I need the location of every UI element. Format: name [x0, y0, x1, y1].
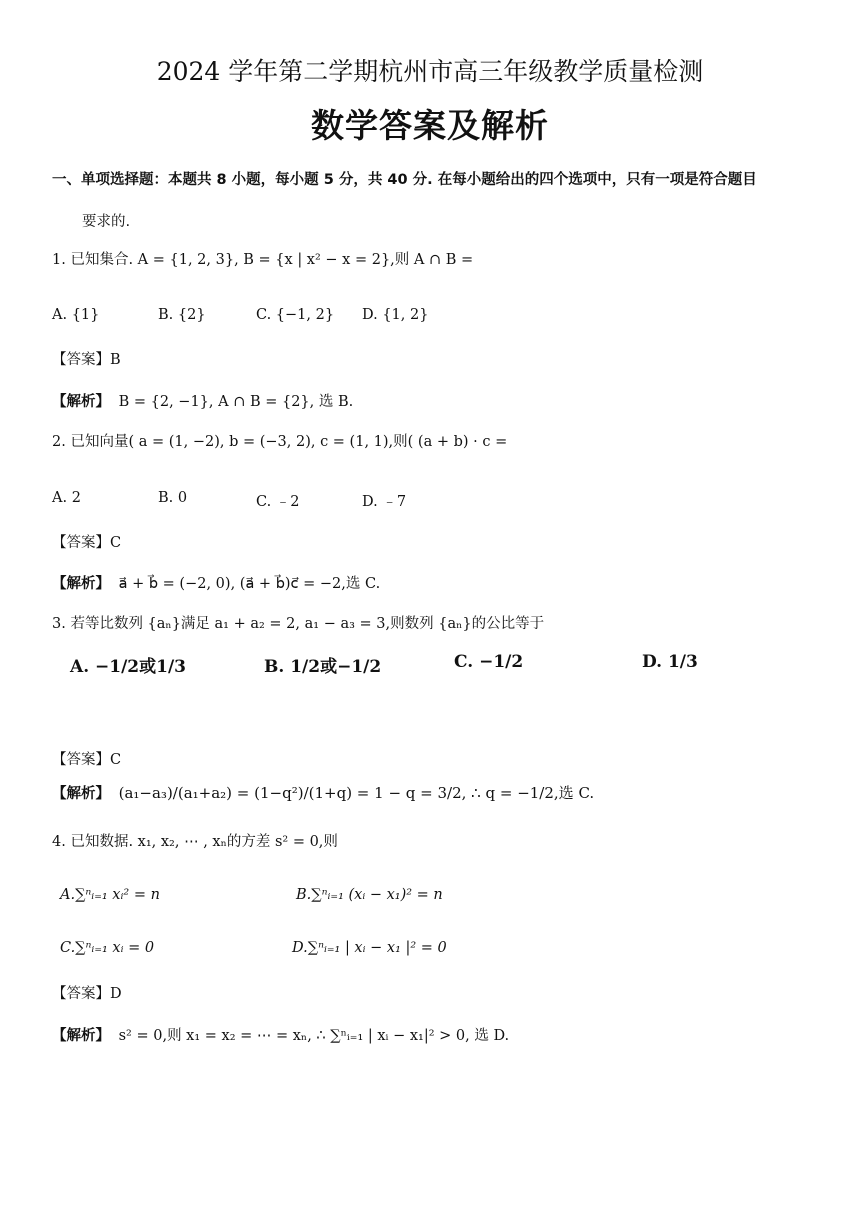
q2-option-a: A. 2	[52, 490, 81, 506]
q4-option-a: A.∑ⁿᵢ₌₁ xᵢ² = n	[60, 887, 160, 903]
document-subtitle: 数学答案及解析	[311, 106, 549, 145]
q2-analysis	[52, 572, 380, 593]
q1-analysis	[52, 390, 353, 411]
q2-stem: 2. 已知向量( a = (1, −2), b = (−3, 2), c = (1, 1),则( (a + b) · c =	[52, 434, 508, 450]
q4-answer: 【答案】D	[52, 986, 122, 1002]
q2-answer: 【答案】C	[52, 535, 122, 551]
q3-option-d: D. 1/3	[642, 652, 698, 672]
q4-analysis-text: s² = 0,则 x₁ = x₂ = ⋯ = xₙ, ∴ ∑ⁿᵢ₌₁ | xᵢ − x₁|² > 0, 选 D.	[118, 1028, 510, 1044]
q1-stem: 1. 已知集合. A = {1, 2, 3}, B = {x | x² − x = 2},则 A ∩ B =	[52, 252, 474, 268]
section-heading: 一、单项选择题：本题共 8 小题，每小题 5 分，共 40 分. 在每小题给出的四个选项中，只有一项是符合题目	[52, 172, 757, 188]
q1-analysis-text: B = {2, −1}, A ∩ B = {2}, 选 B.	[118, 394, 354, 410]
q1-option-a: A. {1}	[52, 307, 100, 323]
q3-answer: 【答案】C	[52, 752, 122, 768]
q1-option-b: B. {2}	[158, 307, 206, 323]
q4-analysis	[52, 1024, 509, 1045]
q4-stem: 4. 已知数据. x₁, x₂, ⋯ , xₙ的方差 s² = 0,则	[52, 834, 338, 850]
q2-analysis-text: a⃗ + b⃗ = (−2, 0), (a⃗ + b⃗)c⃗ = −2,选 C.	[118, 576, 381, 592]
q2-option-d: D. ﹣7	[362, 494, 407, 510]
q2-option-c: C. ﹣2	[256, 494, 300, 510]
q2-analysis-label: 【解析】	[52, 576, 110, 592]
q3-stem: 3. 若等比数列 {aₙ}满足 a₁ + a₂ = 2, a₁ − a₃ = 3,则数列 {aₙ}的公比等于	[52, 616, 545, 632]
q3-option-c: C. −1/2	[454, 652, 524, 672]
q3-option-b: B. 1/2或−1/2	[264, 657, 382, 677]
q3-analysis-label: 【解析】	[52, 786, 110, 802]
q3-analysis	[52, 782, 594, 803]
q3-option-a: A. −1/2或1/3	[70, 657, 187, 677]
q4-option-c: C.∑ⁿᵢ₌₁ xᵢ = 0	[60, 940, 155, 956]
section-heading-cont: 要求的.	[82, 214, 131, 230]
q4-analysis-label: 【解析】	[52, 1028, 110, 1044]
q1-answer: 【答案】B	[52, 352, 121, 368]
q1-option-d: D. {1, 2}	[362, 307, 429, 323]
document-title: 2024 学年第二学期杭州市高三年级教学质量检测	[156, 57, 704, 86]
q4-option-b: B.∑ⁿᵢ₌₁ (xᵢ − x₁)² = n	[296, 887, 443, 903]
q1-analysis-label: 【解析】	[52, 394, 110, 410]
q1-option-c: C. {−1, 2}	[256, 307, 335, 323]
q4-option-d: D.∑ⁿᵢ₌₁ | xᵢ − x₁ |² = 0	[292, 940, 447, 956]
q2-option-b: B. 0	[158, 490, 188, 506]
q3-analysis-text: (a₁−a₃)/(a₁+a₂) = (1−q²)/(1+q) = 1 − q = 3/2, ∴ q = −1/2,选 C.	[118, 784, 595, 802]
